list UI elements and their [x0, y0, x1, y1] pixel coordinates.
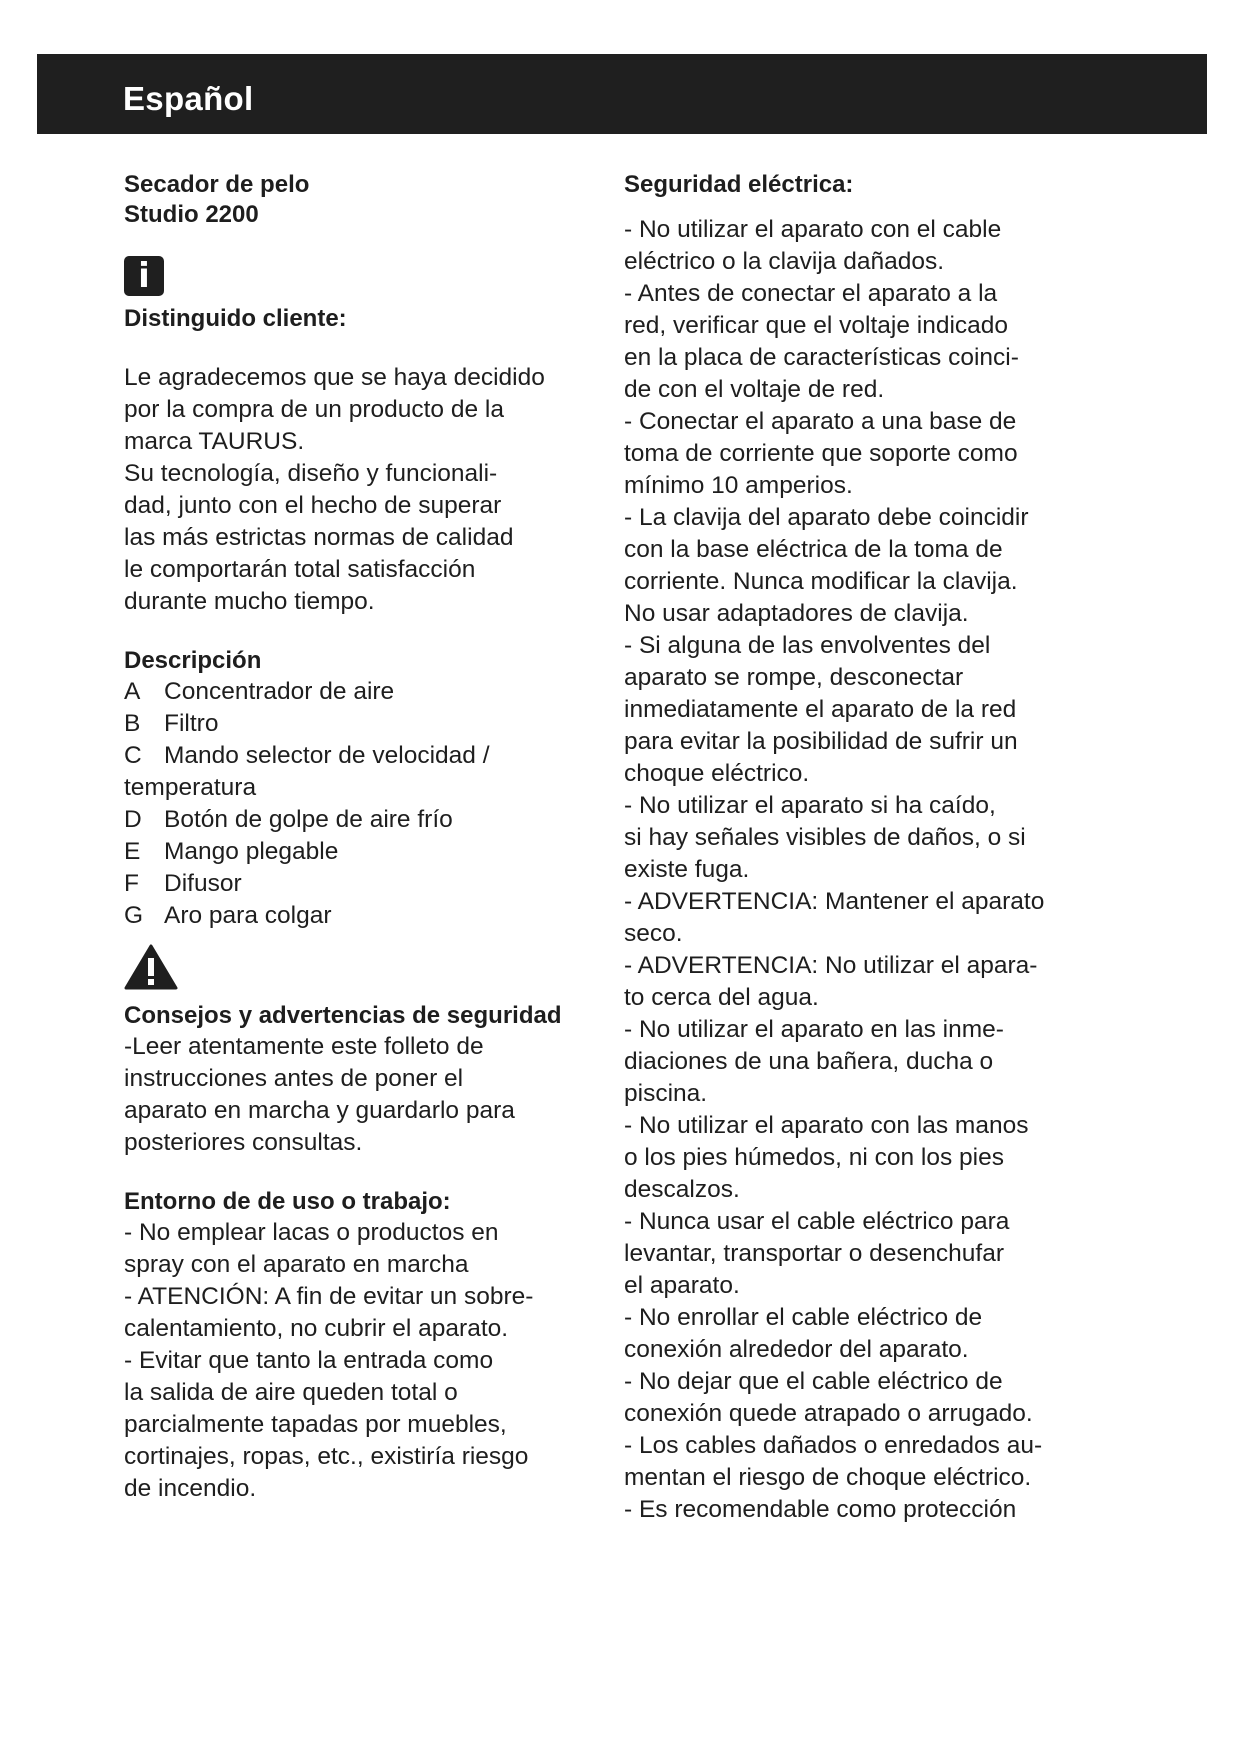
safety-line: aparato en marcha y guardarlo para: [124, 1097, 515, 1124]
greeting-line: dad, junto con el hecho de superar: [124, 492, 502, 519]
electrical-line: el aparato.: [624, 1272, 740, 1299]
environment-line: de incendio.: [124, 1475, 257, 1502]
electrical-line: - Es recomendable como protección: [624, 1496, 1017, 1523]
electrical-line: toma de corriente que soporte como: [624, 440, 1018, 467]
environment-line: calentamiento, no cubrir el aparato.: [124, 1315, 509, 1342]
description-heading: Descripción: [124, 647, 262, 674]
electrical-line: - ADVERTENCIA: Mantener el aparato: [624, 888, 1045, 915]
electrical-line: en la placa de características coinci-: [624, 344, 1019, 371]
description-item: [124, 740, 594, 772]
language-header-bar: [37, 54, 1207, 134]
language-title: Español: [123, 80, 254, 117]
electrical-line: No usar adaptadores de clavija.: [624, 600, 969, 627]
description-item: [124, 708, 594, 740]
environment-line: spray con el aparato en marcha: [124, 1251, 469, 1278]
electrical-line: - No utilizar el aparato con las manos: [624, 1112, 1029, 1139]
electrical-line: - No dejar que el cable eléctrico de: [624, 1368, 1003, 1395]
greeting-heading: Distinguido cliente:: [124, 305, 347, 332]
description-text: Difusor: [164, 870, 242, 897]
electrical-line: conexión quede atrapado o arrugado.: [624, 1400, 1033, 1427]
environment-line: cortinajes, ropas, etc., existiría riesgo: [124, 1443, 529, 1470]
electrical-line: red, verificar que el voltaje indicado: [624, 312, 1009, 339]
electrical-line: - Antes de conectar el aparato a la: [624, 280, 998, 307]
description-letter: B: [124, 710, 141, 737]
description-text: Concentrador de aire: [164, 678, 395, 705]
greeting-line: le comportarán total satisfacción: [124, 556, 476, 583]
electrical-line: mínimo 10 amperios.: [624, 472, 853, 499]
electrical-line: - No enrollar el cable eléctrico de: [624, 1304, 983, 1331]
right-column: [624, 170, 1094, 1526]
electrical-line: de con el voltaje de red.: [624, 376, 885, 403]
left-column: [124, 170, 594, 1505]
greeting-line: las más estrictas normas de calidad: [124, 524, 514, 551]
electrical-line: - La clavija del aparato debe coincidir: [624, 504, 1029, 531]
electrical-line: existe fuga.: [624, 856, 750, 883]
electrical-line: - Si alguna de las envolventes del: [624, 632, 991, 659]
electrical-line: con la base eléctrica de la toma de: [624, 536, 1003, 563]
description-letter: F: [124, 870, 139, 897]
description-text: Botón de golpe de aire frío: [164, 806, 453, 833]
description-letter: A: [124, 678, 141, 705]
electrical-line: corriente. Nunca modificar la clavija.: [624, 568, 1018, 595]
electrical-line: si hay señales visibles de daños, o si: [624, 824, 1026, 851]
safety-line: posteriores consultas.: [124, 1129, 363, 1156]
electrical-line: inmediatamente el aparato de la red: [624, 696, 1017, 723]
environment-line: - No emplear lacas o productos en: [124, 1219, 499, 1246]
description-text: Filtro: [164, 710, 219, 737]
electrical-text: [624, 214, 1094, 1526]
description-item: [124, 676, 594, 708]
description-item: [124, 772, 594, 804]
description-item: [124, 804, 594, 836]
environment-line: - ATENCIÓN: A fin de evitar un sobre-: [124, 1283, 534, 1310]
electrical-line: - Nunca usar el cable eléctrico para: [624, 1208, 1010, 1235]
description-letter: D: [124, 806, 142, 833]
description-letter: G: [124, 902, 144, 929]
product-model: Studio 2200: [124, 201, 259, 228]
electrical-line: - Los cables dañados o enredados au-: [624, 1432, 1043, 1459]
electrical-line: - No utilizar el aparato en las inme-: [624, 1016, 1004, 1043]
environment-line: parcialmente tapadas por muebles,: [124, 1411, 507, 1438]
description-letter: C: [124, 742, 142, 769]
safety-heading: Consejos y advertencias de seguridad: [124, 1002, 562, 1029]
electrical-line: to cerca del agua.: [624, 984, 819, 1011]
description-letter: E: [124, 838, 141, 865]
electrical-line: - Conectar el aparato a una base de: [624, 408, 1017, 435]
electrical-line: conexión alrededor del aparato.: [624, 1336, 969, 1363]
electrical-line: descalzos.: [624, 1176, 740, 1203]
environment-heading: Entorno de de uso o trabajo:: [124, 1188, 451, 1215]
safety-line: -Leer atentamente este folleto de: [124, 1033, 484, 1060]
electrical-line: - No utilizar el aparato con el cable: [624, 216, 1002, 243]
environment-text: [124, 1217, 594, 1505]
environment-line: - Evitar que tanto la entrada como: [124, 1347, 494, 1374]
description-item: [124, 900, 594, 932]
product-name: Secador de pelo: [124, 171, 310, 198]
electrical-line: eléctrico o la clavija dañados.: [624, 248, 945, 275]
greeting-line: durante mucho tiempo.: [124, 588, 375, 615]
description-text: Mando selector de velocidad /: [164, 742, 490, 769]
electrical-line: mentan el riesgo de choque eléctrico.: [624, 1464, 1032, 1491]
greeting-text: [124, 362, 594, 618]
electrical-line: aparato se rompe, desconectar: [624, 664, 964, 691]
info-icon: i: [124, 256, 164, 296]
electrical-line: para evitar la posibilidad de sufrir un: [624, 728, 1018, 755]
description-text: Mango plegable: [164, 838, 339, 865]
greeting-line: marca TAURUS.: [124, 428, 305, 455]
electrical-line: o los pies húmedos, ni con los pies: [624, 1144, 1004, 1171]
warning-triangle-icon: [124, 944, 178, 990]
environment-line: la salida de aire queden total o: [124, 1379, 458, 1406]
description-list: [124, 676, 594, 932]
greeting-line: por la compra de un producto de la: [124, 396, 504, 423]
description-item: [124, 868, 594, 900]
electrical-line: levantar, transportar o desenchufar: [624, 1240, 1004, 1267]
description-item: [124, 836, 594, 868]
electrical-line: piscina.: [624, 1080, 708, 1107]
electrical-line: choque eléctrico.: [624, 760, 810, 787]
electrical-line: - No utilizar el aparato si ha caído,: [624, 792, 996, 819]
electrical-line: - ADVERTENCIA: No utilizar el apara-: [624, 952, 1038, 979]
electrical-heading: Seguridad eléctrica:: [624, 171, 854, 198]
electrical-line: seco.: [624, 920, 683, 947]
description-text: Aro para colgar: [164, 902, 332, 929]
electrical-line: diaciones de una bañera, ducha o: [624, 1048, 994, 1075]
safety-text: [124, 1031, 594, 1159]
safety-line: instrucciones antes de poner el: [124, 1065, 464, 1092]
description-text: temperatura: [124, 774, 257, 801]
greeting-line: Su tecnología, diseño y funcionali-: [124, 460, 498, 487]
greeting-line: Le agradecemos que se haya decidido: [124, 364, 545, 391]
